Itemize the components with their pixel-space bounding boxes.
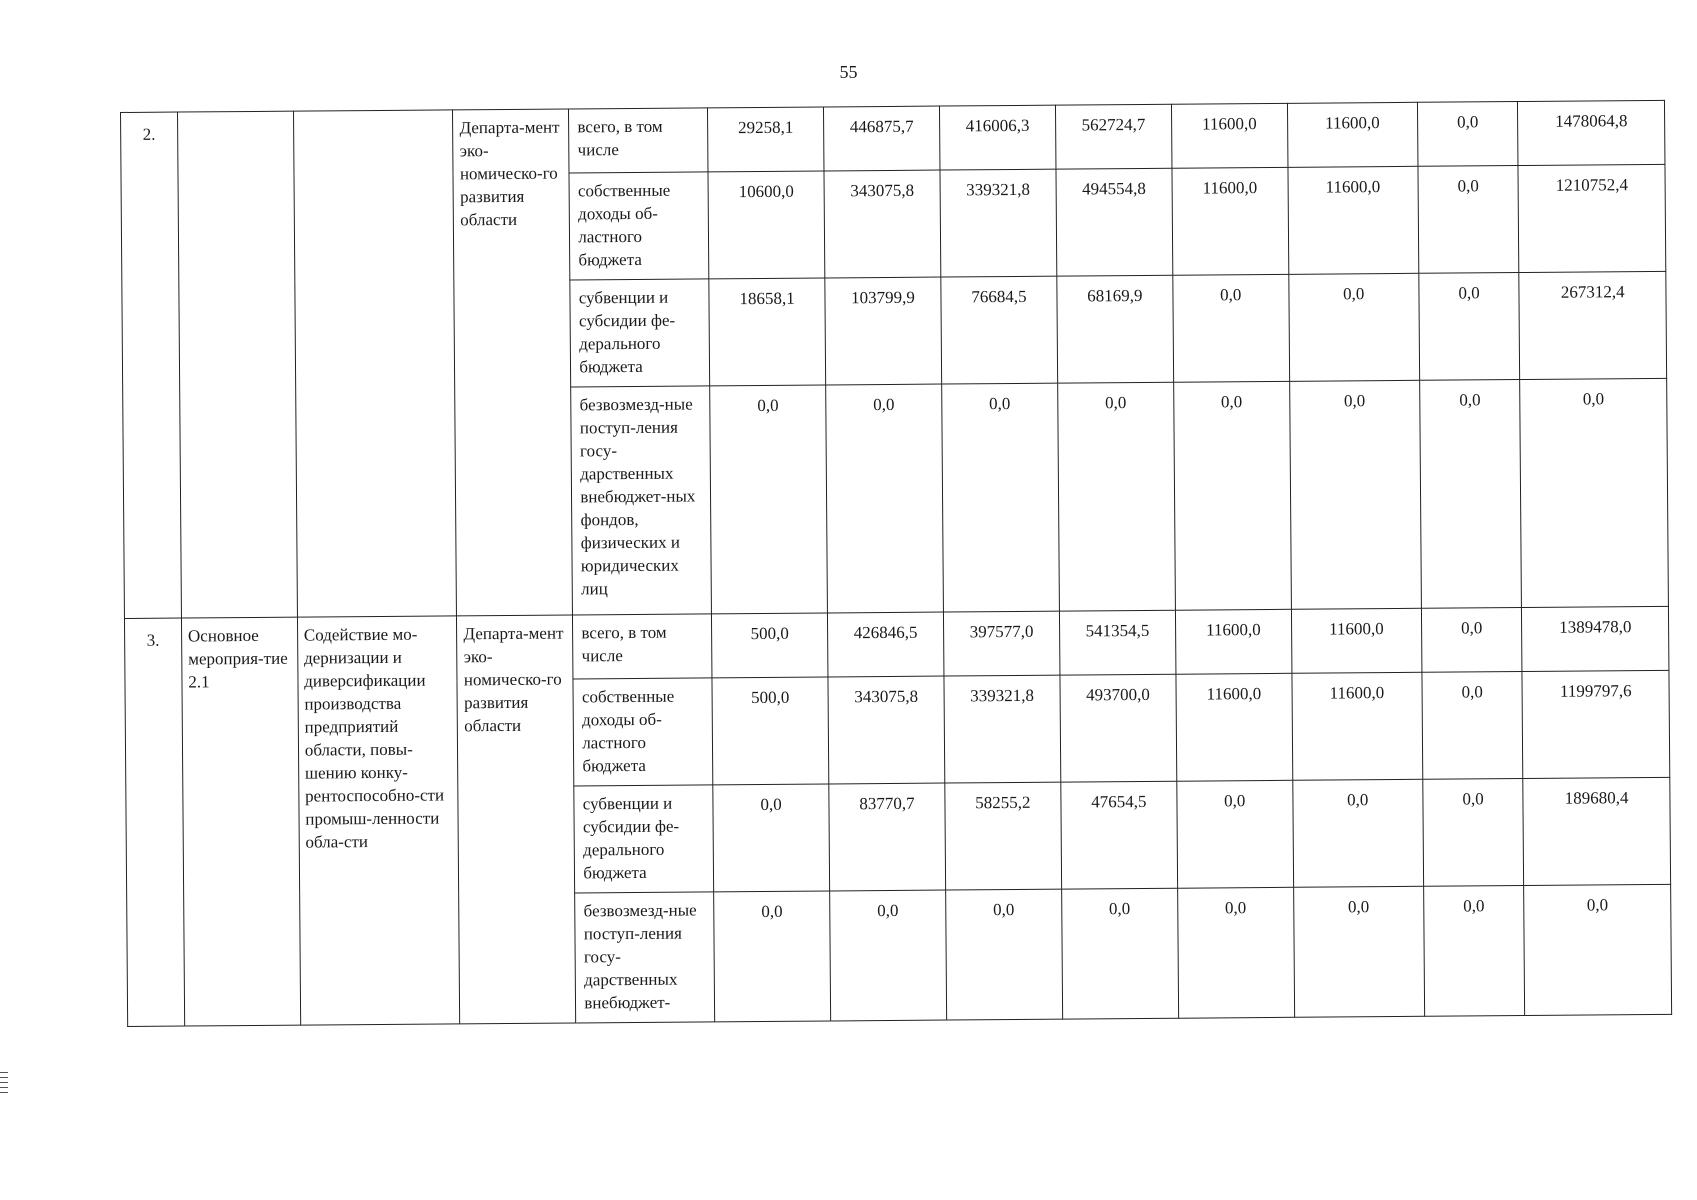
value-cell: 0,0	[830, 890, 947, 1021]
total-cell: 0,0	[1520, 378, 1668, 607]
page-number: 55	[839, 62, 858, 82]
funding-source: субвенции и субсидии фе-дерального бюджета	[570, 279, 710, 387]
value-cell: 541354,5	[1059, 610, 1175, 675]
value-cell: 500,0	[712, 677, 829, 785]
value-cell: 11600,0	[1171, 103, 1287, 168]
funding-source: собственные доходы об-ластного бюджета	[569, 172, 709, 280]
value-cell: 0,0	[710, 385, 828, 614]
executor-cell: Департа-мент эко-номическо-го развития области	[453, 109, 573, 616]
total-cell: 189680,4	[1523, 777, 1670, 885]
value-cell: 0,0	[1292, 779, 1423, 887]
funding-source: всего, в том числе	[569, 108, 708, 173]
value-cell: 0,0	[1419, 273, 1520, 381]
row-index: 3.	[124, 618, 184, 1026]
description-cell	[293, 110, 457, 617]
value-cell: 0,0	[1421, 608, 1522, 673]
value-cell: 11600,0	[1288, 166, 1419, 274]
value-cell: 0,0	[1177, 887, 1294, 1018]
value-cell: 0,0	[713, 784, 830, 892]
value-cell: 11600,0	[1176, 673, 1293, 781]
value-cell: 493700,0	[1060, 674, 1177, 782]
row-index: 2.	[121, 112, 182, 618]
value-cell: 339321,8	[944, 675, 1061, 783]
table-body	[121, 100, 1672, 1026]
value-cell: 11600,0	[1175, 609, 1291, 674]
budget-table	[120, 100, 1672, 1027]
executor-cell: Департа-мент эко-номическо-го развития области	[457, 615, 576, 1024]
value-cell: 446875,7	[824, 106, 940, 171]
value-cell: 0,0	[1289, 380, 1421, 609]
total-cell: 0,0	[1524, 884, 1672, 1015]
funding-source: безвозмезд-ные поступ-ления госу-дарственных внебюджет-	[575, 892, 715, 1023]
funding-source: безвозмезд-ные поступ-ления госу-дарственных внебюджет-ных фондов, физических и юридических лиц	[571, 386, 712, 615]
total-cell: 1478064,8	[1518, 100, 1665, 165]
value-cell: 416006,3	[939, 105, 1055, 170]
measure-cell: Основное мероприя-тие 2.1	[181, 617, 300, 1026]
value-cell: 0,0	[1177, 780, 1294, 888]
value-cell: 18658,1	[709, 278, 826, 386]
value-cell: 0,0	[714, 891, 831, 1022]
total-cell: 267312,4	[1519, 271, 1666, 379]
scan-edge-marks	[0, 1072, 8, 1097]
value-cell: 0,0	[1423, 779, 1524, 887]
value-cell: 0,0	[826, 384, 944, 613]
value-cell: 0,0	[1173, 274, 1290, 382]
value-cell: 562724,7	[1055, 104, 1171, 169]
value-cell: 343075,8	[828, 676, 945, 784]
value-cell: 0,0	[1422, 672, 1523, 780]
total-cell: 1389478,0	[1522, 606, 1669, 671]
value-cell: 0,0	[1058, 382, 1176, 611]
value-cell: 397577,0	[943, 611, 1059, 676]
value-cell: 500,0	[712, 613, 828, 678]
value-cell: 0,0	[1418, 166, 1519, 274]
table-row	[121, 100, 1665, 176]
value-cell: 29258,1	[708, 107, 824, 172]
funding-source: всего, в том числе	[573, 614, 712, 679]
total-cell: 1199797,6	[1522, 670, 1669, 778]
value-cell: 58255,2	[945, 782, 1062, 890]
value-cell: 0,0	[1293, 886, 1424, 1017]
value-cell: 11600,0	[1291, 608, 1422, 673]
value-cell: 76684,5	[941, 276, 1058, 384]
value-cell: 68169,9	[1057, 275, 1174, 383]
table-row	[124, 606, 1668, 682]
value-cell: 47654,5	[1061, 781, 1178, 889]
value-cell: 83770,7	[829, 783, 946, 891]
value-cell: 494554,8	[1056, 168, 1173, 276]
value-cell: 343075,8	[824, 170, 941, 278]
value-cell: 0,0	[1062, 888, 1179, 1019]
value-cell: 11600,0	[1287, 102, 1418, 167]
value-cell: 103799,9	[825, 277, 942, 385]
value-cell: 0,0	[942, 383, 1060, 612]
value-cell: 339321,8	[940, 169, 1057, 277]
value-cell: 0,0	[1417, 102, 1518, 167]
value-cell: 11600,0	[1172, 167, 1289, 275]
total-cell: 1210752,4	[1518, 164, 1665, 272]
measure-cell	[177, 111, 297, 618]
value-cell: 10600,0	[708, 171, 825, 279]
value-cell: 0,0	[946, 889, 1063, 1020]
value-cell: 0,0	[1173, 381, 1291, 610]
value-cell: 426846,5	[828, 612, 944, 677]
funding-source: субвенции и субсидии фе-дерального бюджета	[574, 785, 714, 893]
value-cell: 0,0	[1423, 885, 1525, 1016]
value-cell: 11600,0	[1292, 672, 1423, 780]
funding-source: собственные доходы об-ластного бюджета	[573, 678, 713, 786]
value-cell: 0,0	[1419, 380, 1521, 609]
description-cell: Содействие мо-дернизации и диверсификации производства предприятий области, повы-шению конку-рентоспособно-сти промыш-ленности обла-сти	[297, 616, 460, 1025]
value-cell: 0,0	[1289, 273, 1420, 381]
